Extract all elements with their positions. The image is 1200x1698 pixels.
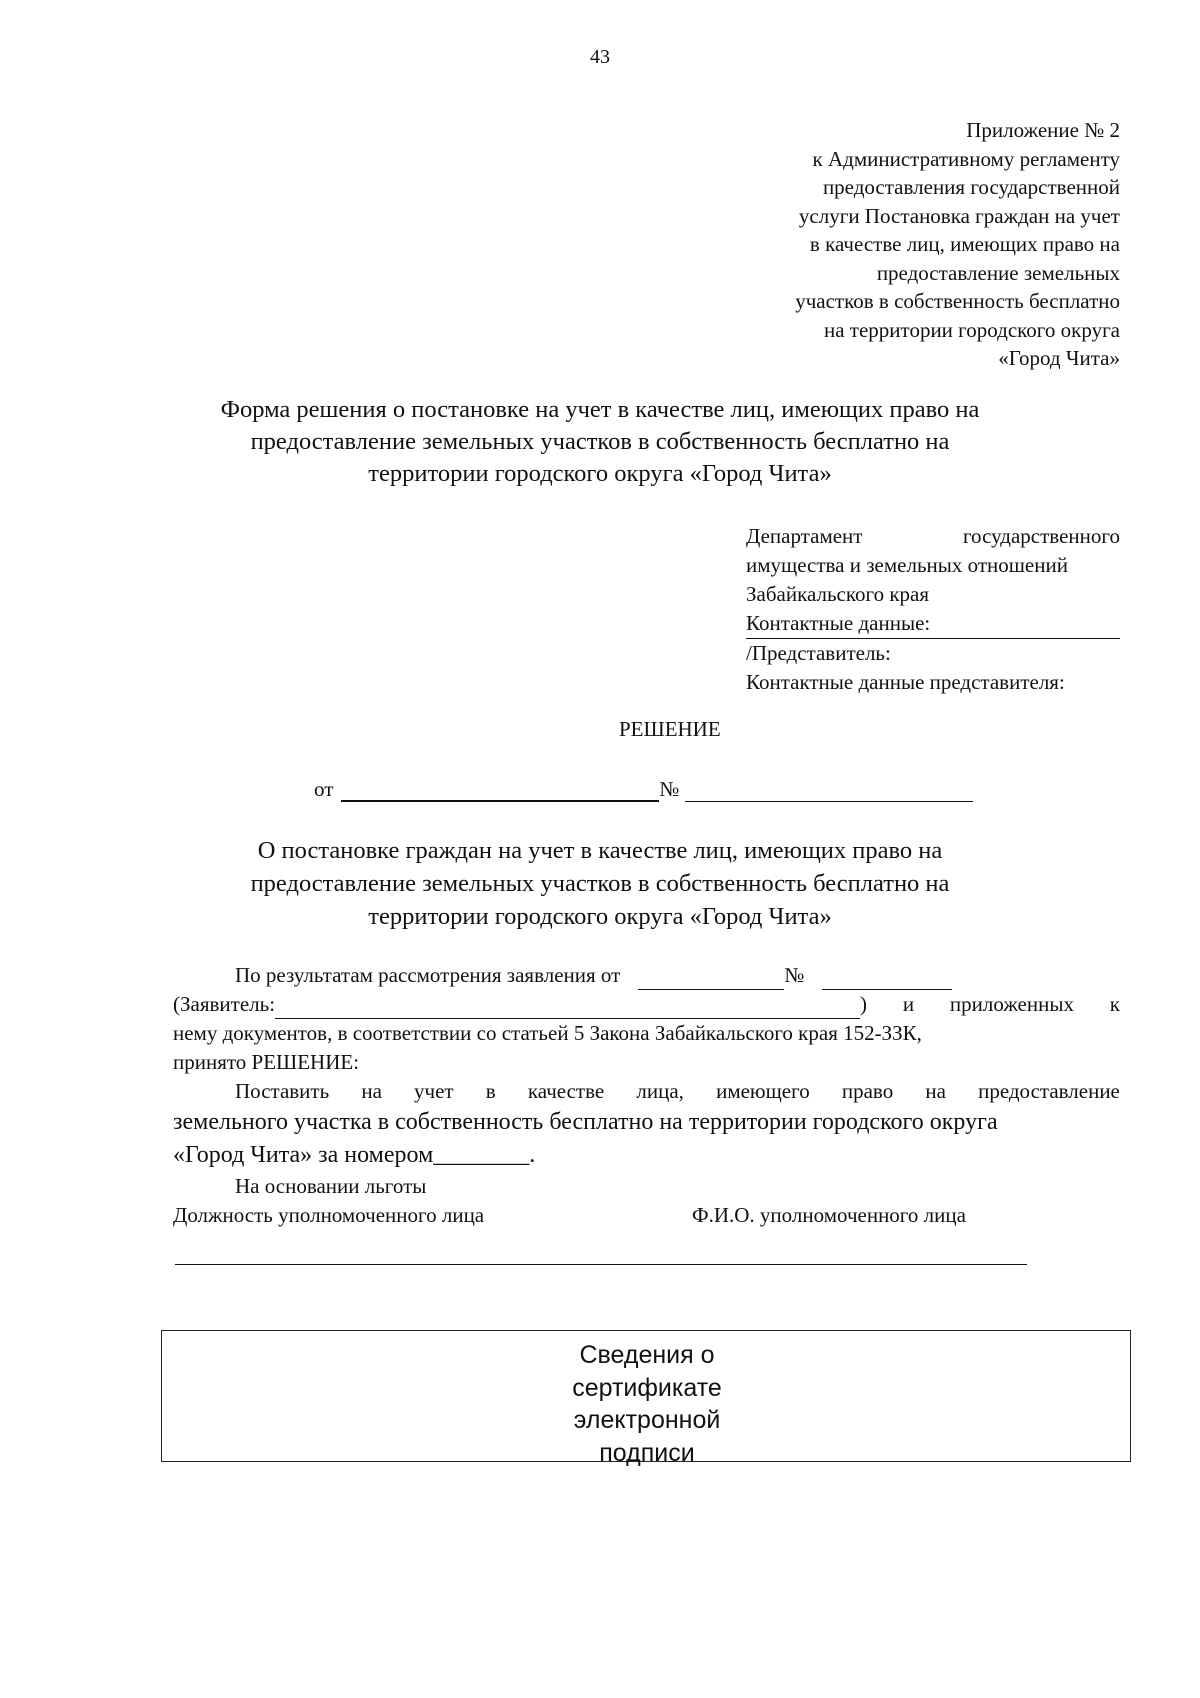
body-line: [173, 1077, 1120, 1106]
department-line: [746, 522, 1120, 551]
form-title-line: Форма решения о постановке на учет в качестве лиц, имеющих право на: [220, 396, 980, 423]
appendix-line: в качестве лиц, имеющих право на: [809, 232, 1120, 256]
appendix-line: участков в собственность бесплатно: [795, 289, 1120, 313]
certificate-line: Сведения о: [579, 1341, 715, 1369]
body-line: земельного участка в собственность бесплатно на территории городского округа: [173, 1109, 998, 1135]
sentence-end: .: [529, 1142, 536, 1168]
applicant-label: (Заявитель:: [173, 992, 276, 1016]
body-word: качестве: [527, 1079, 605, 1103]
certificate-line: сертификате: [572, 1373, 722, 1402]
body-line: [173, 961, 1120, 990]
body-line: нему документов, в соответствии со статьей 5 Закона Забайкальского края 152-ЗЗК,: [173, 1021, 922, 1045]
certificate-line: подписи: [599, 1438, 695, 1467]
date-prefix: от: [314, 777, 334, 801]
application-text: По результатам рассмотрения заявления от: [235, 963, 621, 987]
basis-line: На основании льготы: [235, 1174, 427, 1198]
appendix-line: услуги Постановка граждан на учет: [798, 203, 1120, 228]
body-word: приложенных: [949, 992, 1074, 1016]
registration-number-blank[interactable]: ________: [433, 1142, 530, 1168]
body-word: право: [841, 1079, 894, 1103]
appendix-line: предоставление земельных: [876, 260, 1120, 285]
recipient-block: [746, 522, 1120, 697]
body-line: [173, 1139, 1120, 1172]
decision-body: [173, 961, 1120, 1230]
decision-subject: [130, 834, 1070, 933]
subject-line: территории городского округа «Город Чита»: [368, 903, 832, 930]
applicant-blank[interactable]: [275, 996, 860, 1019]
body-word: учет: [414, 1079, 454, 1103]
body-word: предоставление: [978, 1079, 1120, 1103]
department-line: Забайкальского края: [746, 582, 930, 606]
representative-field[interactable]: /Представитель:: [746, 641, 891, 665]
department-line: имущества и земельных отношений: [746, 553, 1068, 577]
form-title: [130, 394, 1070, 490]
body-word: Поставить: [235, 1079, 330, 1103]
appendix-line: к Административному регламенту: [812, 146, 1120, 171]
contacts-field[interactable]: Контактные данные:: [746, 609, 1120, 639]
decision-date-row: [314, 777, 973, 802]
application-number-blank[interactable]: [822, 967, 952, 990]
body-word: в: [485, 1079, 496, 1103]
body-line: [173, 990, 1120, 1019]
body-word: на: [361, 1079, 382, 1103]
signature-row: [173, 1201, 1120, 1230]
applicant-close: ): [860, 992, 868, 1016]
subject-line: предоставление земельных участков в собственность бесплатно на: [250, 870, 950, 897]
page-number: 43: [590, 46, 610, 68]
application-date-blank[interactable]: [638, 967, 784, 990]
form-title-line: предоставление земельных участков в собственность бесплатно на: [250, 428, 950, 455]
body-line: принято РЕШЕНИЕ:: [173, 1050, 360, 1074]
body-word: имеющего: [716, 1079, 810, 1103]
signature-line[interactable]: [175, 1264, 1027, 1265]
appendix-line: «Город Чита»: [998, 346, 1120, 370]
number-sign: №: [784, 963, 805, 987]
body-word: лица,: [636, 1079, 684, 1103]
body-word: к: [1109, 992, 1120, 1016]
signature-certificate-box: [161, 1330, 1131, 1467]
department-word: Департамент: [746, 524, 863, 548]
appendix-line: на территории городского округа: [824, 317, 1120, 342]
representative-contacts-field[interactable]: Контактные данные представителя:: [746, 670, 1065, 694]
form-title-line: территории городского округа «Город Чита»: [368, 460, 832, 487]
appendix-line: Приложение № 2: [966, 118, 1120, 142]
appendix-line: предоставления государственной: [822, 175, 1120, 199]
applicant-group: [173, 990, 867, 1019]
department-word: государственного: [962, 524, 1120, 548]
subject-line: О постановке граждан на учет в качестве лиц, имеющих право на: [257, 837, 943, 864]
decision-number-blank[interactable]: [685, 779, 973, 802]
official-name-label: Ф.И.О. уполномоченного лица: [692, 1203, 966, 1227]
certificate-text: [162, 1339, 1132, 1469]
body-word: и: [902, 992, 915, 1016]
registration-number-label: «Город Чита» за номером: [173, 1142, 434, 1168]
decision-heading: РЕШЕНИЕ: [619, 717, 721, 741]
number-sign: №: [659, 777, 680, 801]
body-word: на: [925, 1079, 946, 1103]
appendix-header: [700, 116, 1120, 373]
official-position-label: Должность уполномоченного лица: [173, 1203, 485, 1227]
certificate-line: электронной: [573, 1406, 721, 1434]
decision-date-blank[interactable]: [341, 778, 659, 802]
